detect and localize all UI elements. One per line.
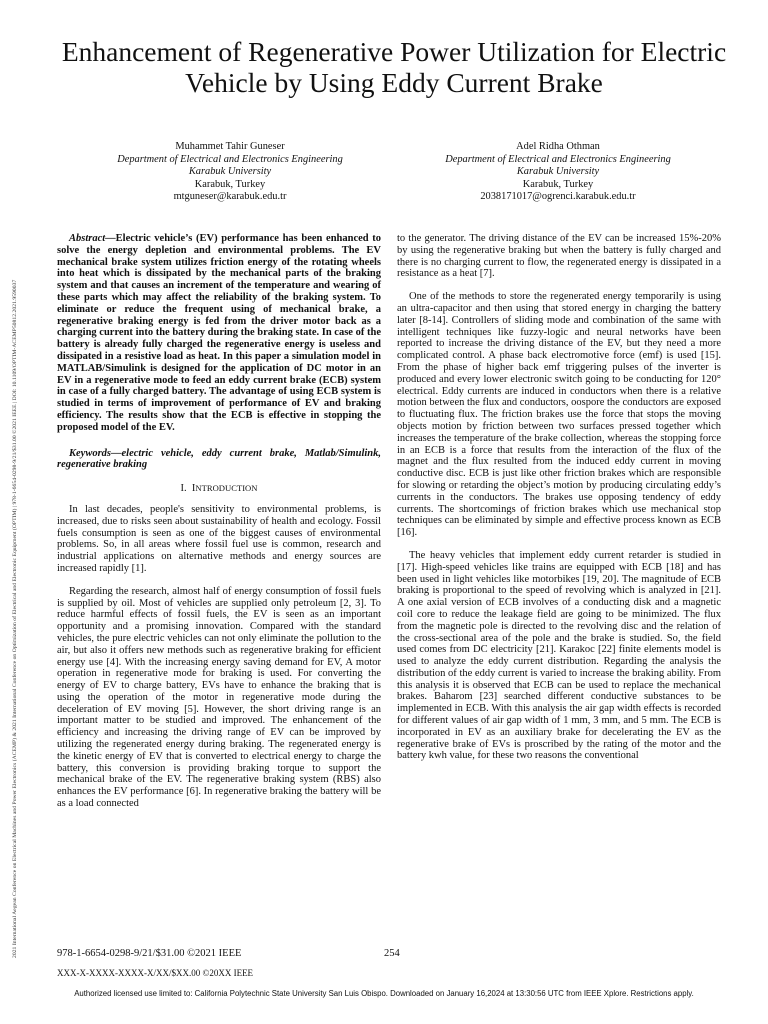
author-email: mtguneser@karabuk.edu.tr	[173, 191, 287, 202]
author-name: Adel Ridha Othman	[516, 141, 600, 152]
right-column	[397, 233, 721, 762]
footer-template-code: XXX-X-XXXX-XXXX-X/XX/$XX.00 ©20XX IEEE	[57, 968, 254, 978]
author-university: Karabuk University	[516, 166, 600, 177]
paper-title: Enhancement of Regenerative Power Utilization for Electric Vehicle by Using Eddy Current Brake	[61, 36, 727, 98]
left-column	[57, 233, 381, 810]
author-block-1	[70, 141, 390, 204]
author-city: Karabuk, Turkey	[522, 178, 594, 190]
section-heading-introduction: I. INTRODUCTION	[180, 483, 258, 495]
intro-paragraph-1: In last decades, people's sensitivity to environmental problems, is increased, due to risks seen about sustainability of health and ecology. Fossil fuels consumption is seen as one of the biggest causes of environmental problems. So, in all areas where fossil fuel use is common, research and industrial applications on alternative methods and energy sources are increased rapidly [1].	[57, 503, 381, 574]
page-number: 254	[384, 948, 400, 959]
keywords: Keywords—electric vehicle, eddy current brake, Matlab/Simulink, regenerative braking	[57, 447, 381, 471]
author-department: Department of Electrical and Electronics Engineering	[445, 153, 671, 165]
intro-paragraph-2: Regarding the research, almost half of energy consumption of fossil fuels is supplied by oil. Most of vehicles are supplied only petroleum [2, 3]. To reduce harmful effects of fossil fuels, the EV is seen as an important opportunity and a promising innovation. Compared with the standard vehicles, the pure electric vehicles can not only eliminate the pollution to the air, but also it offers new methods such as regenerative braking for efficient energy use [4]. With the increasing energy saving demand for EV, A motor operation in regenerative mode for braking is used. For converting the energy of EV to charge battery, EVs have to enhance the braking that is using the operation of the motor in regenerative mode during the deceleration of EV moving [5]. However, the short driving range is an important matter to be studied and improved. The enhancement of the efficiency and increasing the driving range of EV can be improved by utilizing the regenerated energy during braking. The regenerated energy is the kinetic energy of EV that is converted to electrical energy to charge the battery, this conversion is providing braking torque to support the mechanical brake of the EV. The regenerative braking system (RBS) also enhances the EV performance [6]. In regenerative braking the battery will be as a load connected	[57, 585, 381, 810]
abstract-body: —Electric vehicle’s (EV) performance has been enhanced to solve the energy depletion and environmental problems. The EV mechanical brake system utilizes friction energy of the rotating wheels into heat which is dissipated by the mechanical parts of the braking system and that causes an increment of the temperature and wearing of these parts which may affect the reliability of the braking system. To eliminate or reduce the frequent using of mechanical brake, a regenerative braking energy is fed from the driver motor back as a charging current into the battery during the braking state. In case of the battery is already fully charged the regenerative energy is useless and dissipated in a resistive load as heat. In this paper a simulation model in MATLAB/Simulink is designed for the application of DC motor in an EV in a regenerative mode to feed an eddy current brake (ECB) system in case of a fully charged battery. The advantage of using ECB system is studied in terms of improvement of performance of EV and braking efficiency. The results show that the ECB is effective in stopping the proposed model of the EV.	[57, 233, 381, 433]
author-university: Karabuk University	[188, 166, 272, 177]
body-paragraph-continued: to the generator. The driving distance of the EV can be increased 15%-20% by using the regenerative braking but when the battery is fully charged and there is no charging current to flow, the regenerated energy is dissipated in a resistance as a heat [7].	[397, 233, 721, 280]
body-paragraph-methods: One of the methods to store the regenerated energy temporarily is using an ultra-capacitor and then using that stored energy in charging the battery later [8-14]. Controllers of sliding mode and combination of the same with intelligent techniques like fuzzy-logic and neural networks have been reported to increase the driving distance of the EV, but they need a more complicated control. A phase back electromotive force (emf) is used [15]. From the phase of higher back emf triggering pulses of the inverter is produced and every lower electronic switch going to be conducting for 120° electrical. Eddy currents are induced in conductors when there is a relative motion between the flux and conductors, oospore the conductors are exposed to fluctuating flux. The friction brakes use the force that stops the moving objects motion by friction between two surfaces pressed together which increases the temperature of the brake collection, whereas the stopping force in an ECB is a force that results from the interaction of the flux of the magnet and the flux resulted from the induced eddy current in moving conductive disc. ECB is just like other friction brakes which are responsible for slowing or retarding the object’s motion by producing circulating eddy’s currents in the conductors. The brakes use opposing tendency of eddy currents. The shortcomings of friction brakes which use mechanical stop techniques can be eliminated by simple and effective process known as ECB [16].	[397, 291, 721, 539]
author-city: Karabuk, Turkey	[194, 178, 266, 190]
author-email: 2038171017@ogrenci.karabuk.edu.tr	[480, 191, 636, 202]
body-paragraph-ecb: The heavy vehicles that implement eddy current retarder is studied in [17]. High-speed vehicles like trains are equipped with ECB [18] and has been used in light vehicles like motorbikes [19, 20]. The magnitude of ECB braking is proportional to the speed of revolving which is analyzed in [21]. A one axial version of ECB involves of a conducting disk and a magnetic coil core to reduce the leakage field are going to be minimized. The flux from the magnetic pole is directed to the revolving disc and the relation of the cross-sectional area of the pole and the brake is studied. So, the field used comes from DC electricity [21]. Karakoc [22] finite elements model is used to analyze the eddy current distribution. Regarding the analysis the distribution of the eddy current is varied to increase the braking ability. From this analysis it is observed that ECB can be used to replace the mechanical brakes. Baharom [23] searched different conductive substances to be implemented in ECB. With this analysis the air gap width effects is recorded for different values of air gap width of 1 mm, 3 mm, and 5 mm. The ECB is incorporated in EV as an auxiliary brake for decelerating the EV as the regenerative brake of EVs is proscribed by the rating of the motor and the battery kwh value, for these two reasons the conventional	[397, 549, 721, 762]
footer-isbn: 978-1-6654-0298-9/21/$31.00 ©2021 IEEE	[57, 948, 242, 959]
abstract-lead: Abstract	[69, 233, 106, 244]
abstract	[57, 233, 381, 434]
author-block-2	[398, 141, 718, 204]
side-doi-stamp	[12, 78, 26, 958]
author-department: Department of Electrical and Electronics Engineering	[117, 153, 343, 165]
side-doi-stamp-text: 2021 International Aegean Conference on Electrical Machines and Power Electronics (ACEMP) & 2021 International Conference on Optimization of Electrical and Electronic Equipment (OPTIM) | 978-1-6654-0298-9/21/$31.00 ©2021 IEEE | DOI: 10.1109/OPTIM-ACEMP50812.2021.9590037	[12, 279, 18, 958]
author-name: Muhammet Tahir Guneser	[175, 141, 285, 152]
license-notice: Authorized licensed use limited to: California Polytechnic State University San Luis Obispo. Downloaded on January 16,2024 at 13:30:56 UTC from IEEE Xplore. Restrictions apply.	[74, 989, 694, 998]
